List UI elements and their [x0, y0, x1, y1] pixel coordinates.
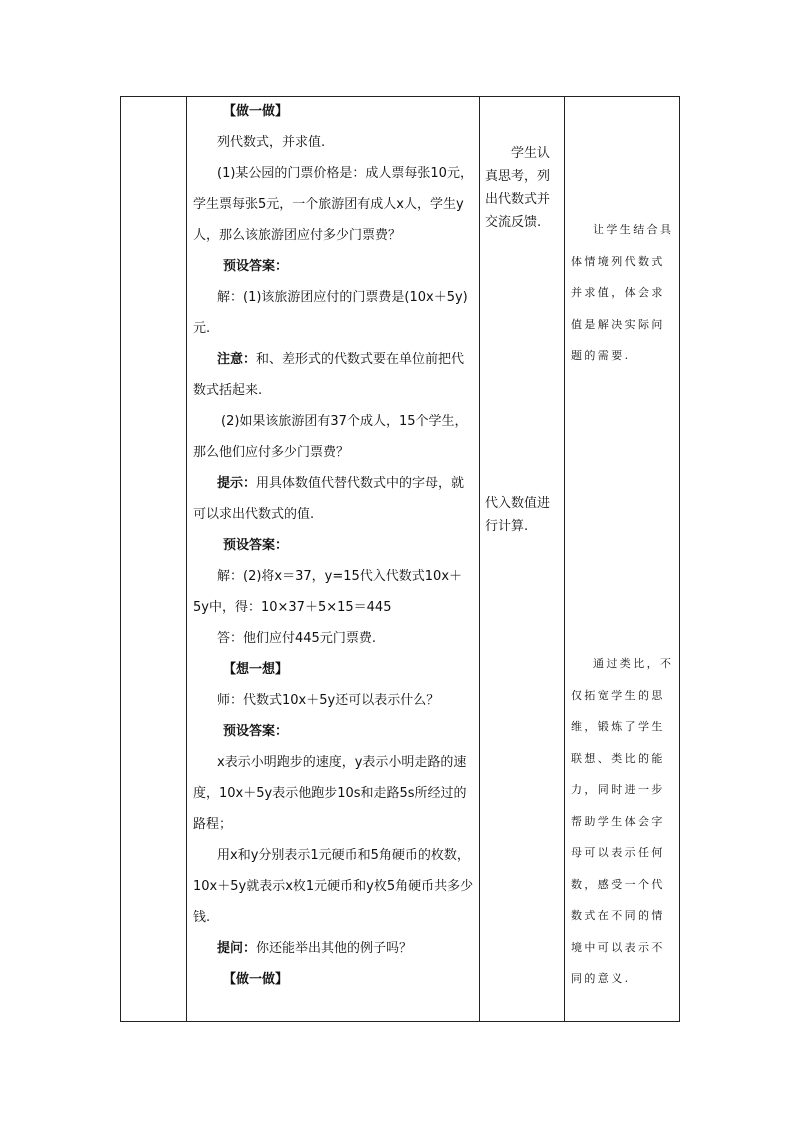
- preset-answer-label: 预设答案：: [223, 538, 289, 553]
- ask-text: 你还能举出其他的例子吗？: [256, 941, 413, 956]
- column-divider: [479, 96, 480, 1022]
- student-activity-text: 学生认真思考，列出代数式并交流反馈.: [485, 146, 551, 230]
- question-2: (2)如果该旅游团有37个成人，15个学生，那么他们应付多少门票费？: [193, 414, 468, 460]
- note-label: 注意：: [217, 352, 257, 367]
- preset-answer-label: 预设答案：: [223, 724, 289, 739]
- section-heading: 【做一做】: [223, 972, 289, 987]
- answer-2: 解：(2)将x＝37，y=15代入代数式10x＋5y中，得：10×37＋5×15＝445: [193, 569, 463, 615]
- example-1: x表示小明跑步的速度，y表示小明走路的速度，10x＋5y表示他跑步10s和走路5s所经过的路程；: [193, 755, 467, 832]
- question-1: (1)某公园的门票价格是：成人票每张10元，学生票每张5元，一个旅游团有成人x人，学生y人，那么该旅游团应付多少门票费？: [193, 166, 473, 243]
- teacher-question: 师：代数式10x＋5y还可以表示什么？: [217, 693, 440, 708]
- section-heading: 【想一想】: [223, 662, 289, 677]
- design-intent-text: 通过类比，不仅拓宽学生的思维，锻炼了学生联想、类比的能力，同时进一步帮助学生体会字母可以表示任何数，感受一个代数式在不同的情境中可以表示不同的意义.: [571, 657, 674, 985]
- answer-2-conclusion: 答：他们应付445元门票费.: [217, 631, 376, 646]
- column-divider: [186, 96, 187, 1022]
- ask-paragraph: [193, 933, 477, 964]
- student-activity-2: [485, 492, 561, 538]
- column-divider: [564, 96, 565, 1022]
- example-2: 用x和y分别表示1元硬币和5角硬币的枚数，10x＋5y就表示x枚1元硬币和y枚5角硬币共多少钱.: [193, 848, 474, 925]
- design-intent-2: [571, 648, 675, 995]
- section-heading: 【做一做】: [223, 104, 289, 119]
- hint-label: 提示：: [217, 476, 257, 491]
- note-paragraph: [193, 344, 477, 406]
- ask-label: 提问：: [217, 941, 257, 956]
- note-text: 和、差形式的代数式要在单位前把代数式括起来.: [193, 352, 465, 398]
- student-activity-1: [485, 142, 561, 234]
- student-activity-text: 代入数值进行计算.: [485, 496, 551, 534]
- design-intent-text: 让学生结合具体情境列代数式并求值，体会求值是解决实际问题的需要.: [571, 223, 674, 362]
- teaching-process-cell: [193, 96, 477, 995]
- hint-paragraph: [193, 468, 477, 530]
- task-intro: 列代数式，并求值.: [217, 135, 326, 150]
- design-intent-1: [571, 214, 675, 372]
- answer-1: 解：(1)该旅游团应付的门票费是(10x＋5y)元.: [193, 290, 468, 336]
- preset-answer-label: 预设答案：: [223, 259, 289, 274]
- hint-text: 用具体数值代替代数式中的字母，就可以求出代数式的值.: [193, 476, 465, 522]
